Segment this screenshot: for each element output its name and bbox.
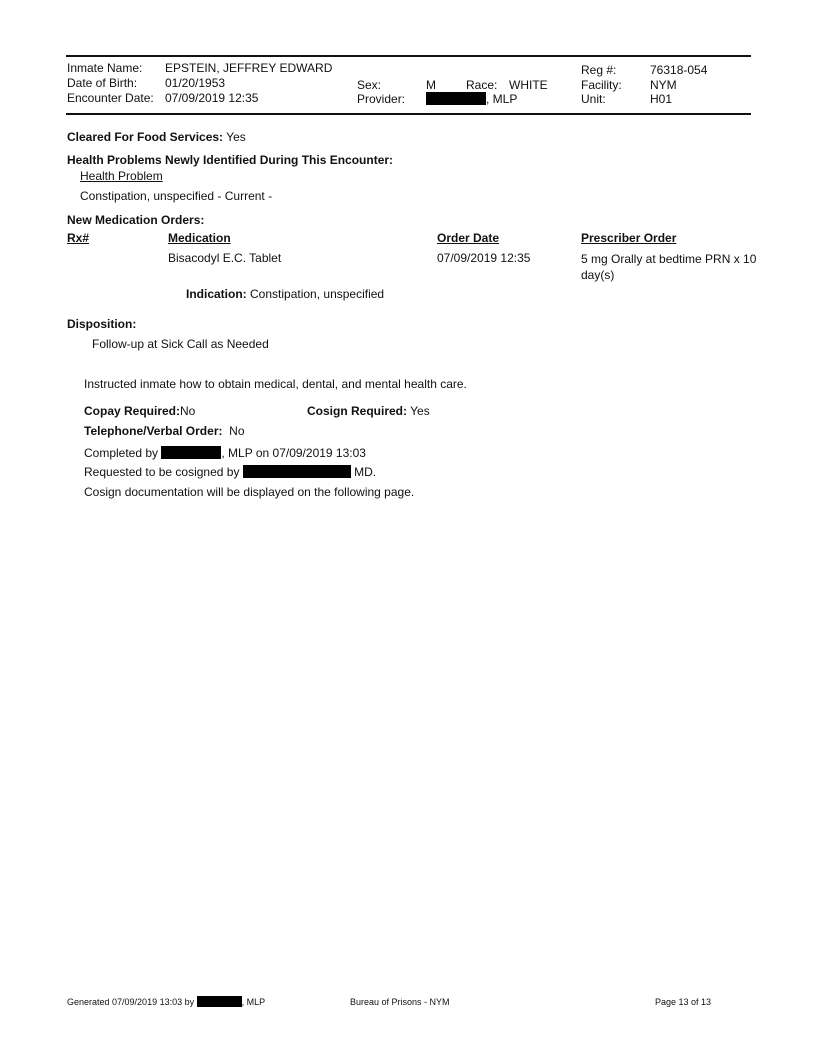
instruction-text: Instructed inmate how to obtain medical, dental, and mental health care. xyxy=(84,377,467,391)
redaction-bar xyxy=(243,465,351,478)
facility-value: NYM xyxy=(650,78,677,92)
disposition-heading: Disposition: xyxy=(67,317,137,331)
medication-column-header: Medication xyxy=(168,231,231,245)
disposition-value: Follow-up at Sick Call as Needed xyxy=(92,337,269,351)
completed-suffix: , MLP on 07/09/2019 13:03 xyxy=(221,446,366,460)
cosign-required xyxy=(307,404,430,418)
medication-orders-heading: New Medication Orders: xyxy=(67,213,205,227)
redaction-bar xyxy=(197,996,242,1007)
copay-required xyxy=(84,404,195,418)
order-date: 07/09/2019 12:35 xyxy=(437,251,531,265)
cleared-value: Yes xyxy=(226,130,246,144)
provider-value xyxy=(426,92,517,106)
cleared-food-services xyxy=(67,130,246,144)
inmate-name: EPSTEIN, JEFFREY EDWARD xyxy=(165,61,333,75)
health-problem-column-header: Health Problem xyxy=(80,169,163,183)
unit-value: H01 xyxy=(650,92,673,106)
redaction-bar xyxy=(426,92,486,105)
completed-prefix: Completed by xyxy=(84,446,159,460)
copay-value: No xyxy=(180,404,196,418)
encounter-date-value: 07/09/2019 12:35 xyxy=(165,91,259,105)
race-value: WHITE xyxy=(509,78,548,92)
medication-name: Bisacodyl E.C. Tablet xyxy=(168,251,282,265)
header-bottom-rule xyxy=(66,113,751,115)
telephone-value: No xyxy=(229,424,245,438)
completed-by xyxy=(84,446,366,460)
sex-value: M xyxy=(426,78,436,92)
provider-suffix: , MLP xyxy=(486,92,518,106)
copay-label: Copay Required: xyxy=(84,404,181,418)
prescriber-order-column-header: Prescriber Order xyxy=(581,231,677,245)
footer-generated xyxy=(67,995,265,1009)
telephone-verbal-order xyxy=(84,424,245,438)
rx-column-header: Rx# xyxy=(67,231,90,245)
provider-label: Provider: xyxy=(357,92,406,106)
race-label: Race: xyxy=(466,78,498,92)
footer-page-number: Page 13 of 13 xyxy=(655,997,712,1007)
reg-value: 76318-054 xyxy=(650,63,708,77)
cosign-note: Cosign documentation will be displayed on the following page. xyxy=(84,485,415,499)
requested-suffix: MD. xyxy=(354,465,377,479)
health-problem-item: Constipation, unspecified - Current - xyxy=(80,189,273,203)
unit-label: Unit: xyxy=(581,92,606,106)
telephone-label: Telephone/Verbal Order: xyxy=(84,424,223,438)
sex-label: Sex: xyxy=(357,78,382,92)
inmate-name-label: Inmate Name: xyxy=(67,61,143,75)
dob-value: 01/20/1953 xyxy=(165,76,226,90)
dob-label: Date of Birth: xyxy=(67,76,138,90)
indication-label: Indication: xyxy=(186,287,247,301)
prescriber-order: 5 mg Orally at bedtime PRN x 10 day(s) xyxy=(581,252,757,282)
reg-label: Reg #: xyxy=(581,63,617,77)
indication xyxy=(186,287,384,301)
cosign-label: Cosign Required: xyxy=(307,404,408,418)
requested-prefix: Requested to be cosigned by xyxy=(84,465,240,479)
facility-label: Facility: xyxy=(581,78,622,92)
cleared-label: Cleared For Food Services: xyxy=(67,130,224,144)
cosign-value: Yes xyxy=(410,404,430,418)
health-problems-heading: Health Problems Newly Identified During This Encounter: xyxy=(67,153,394,167)
footer-generated-prefix: Generated 07/09/2019 13:03 by xyxy=(67,997,195,1007)
indication-value: Constipation, unspecified xyxy=(250,287,385,301)
redaction-bar xyxy=(161,446,221,459)
footer-generated-suffix: , MLP xyxy=(241,997,266,1007)
order-date-column-header: Order Date xyxy=(437,231,500,245)
requested-cosign xyxy=(84,465,376,479)
header-top-rule xyxy=(66,55,751,57)
footer-center: Bureau of Prisons - NYM xyxy=(350,997,450,1007)
encounter-date-label: Encounter Date: xyxy=(67,91,154,105)
